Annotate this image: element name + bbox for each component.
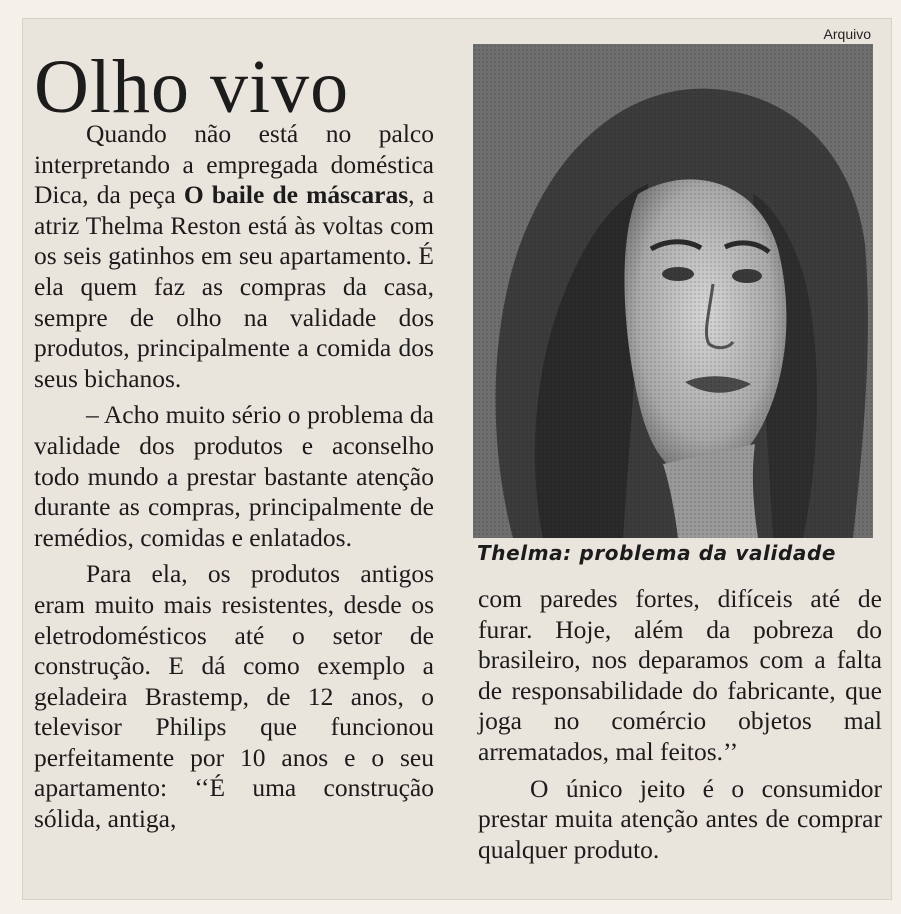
article-paragraph: Para ela, os produtos antigos eram muito mais resistentes, desde os eletrodomésticos até o setor de construção. E dá como exemplo a geladeira Brastemp, de 12 anos, o televisor Philips que funcionou perfeitamente por 10 anos e o seu apartamento: ‘‘É uma construção sólida, antiga, [34, 559, 434, 834]
portrait-image [473, 44, 873, 538]
article-paragraph: com paredes fortes, difíceis até de furar. Hoje, além da pobreza do brasileiro, nos deparamos com a falta de responsabilidade do fabricante, que joga no comércio objetos mal arrematados, mal feitos.’’ [478, 584, 882, 766]
article-paragraph: – Acho muito sério o problema da validade dos produtos e aconselho todo mundo a prestar bastante atenção durante as compras, principalmente de remédios, comidas e enlatados. [34, 400, 434, 552]
headline: Olho vivo [34, 45, 350, 129]
paragraph-text: , a atriz Thelma Reston está às voltas com os seis gatinhos em seu apartamento. É ela quem faz as compras da casa, sempre de olho na validade dos produtos, principalmente a comida dos seus bichanos. [34, 180, 434, 393]
portrait-photo [473, 44, 873, 538]
article-paragraph [34, 119, 434, 394]
article-column-right [478, 584, 882, 865]
photo-caption: Thelma: problema da validade [477, 541, 837, 565]
photo-credit: Arquivo [823, 26, 871, 42]
play-title: O baile de máscaras [183, 180, 409, 210]
article-paragraph: O único jeito é o consumidor prestar muita atenção antes de comprar qualquer produto. [478, 773, 882, 864]
paragraph-text: Quando não está no palco interpretando a empregada doméstica Dica, da peça [34, 119, 434, 210]
article-column-left [34, 119, 434, 835]
